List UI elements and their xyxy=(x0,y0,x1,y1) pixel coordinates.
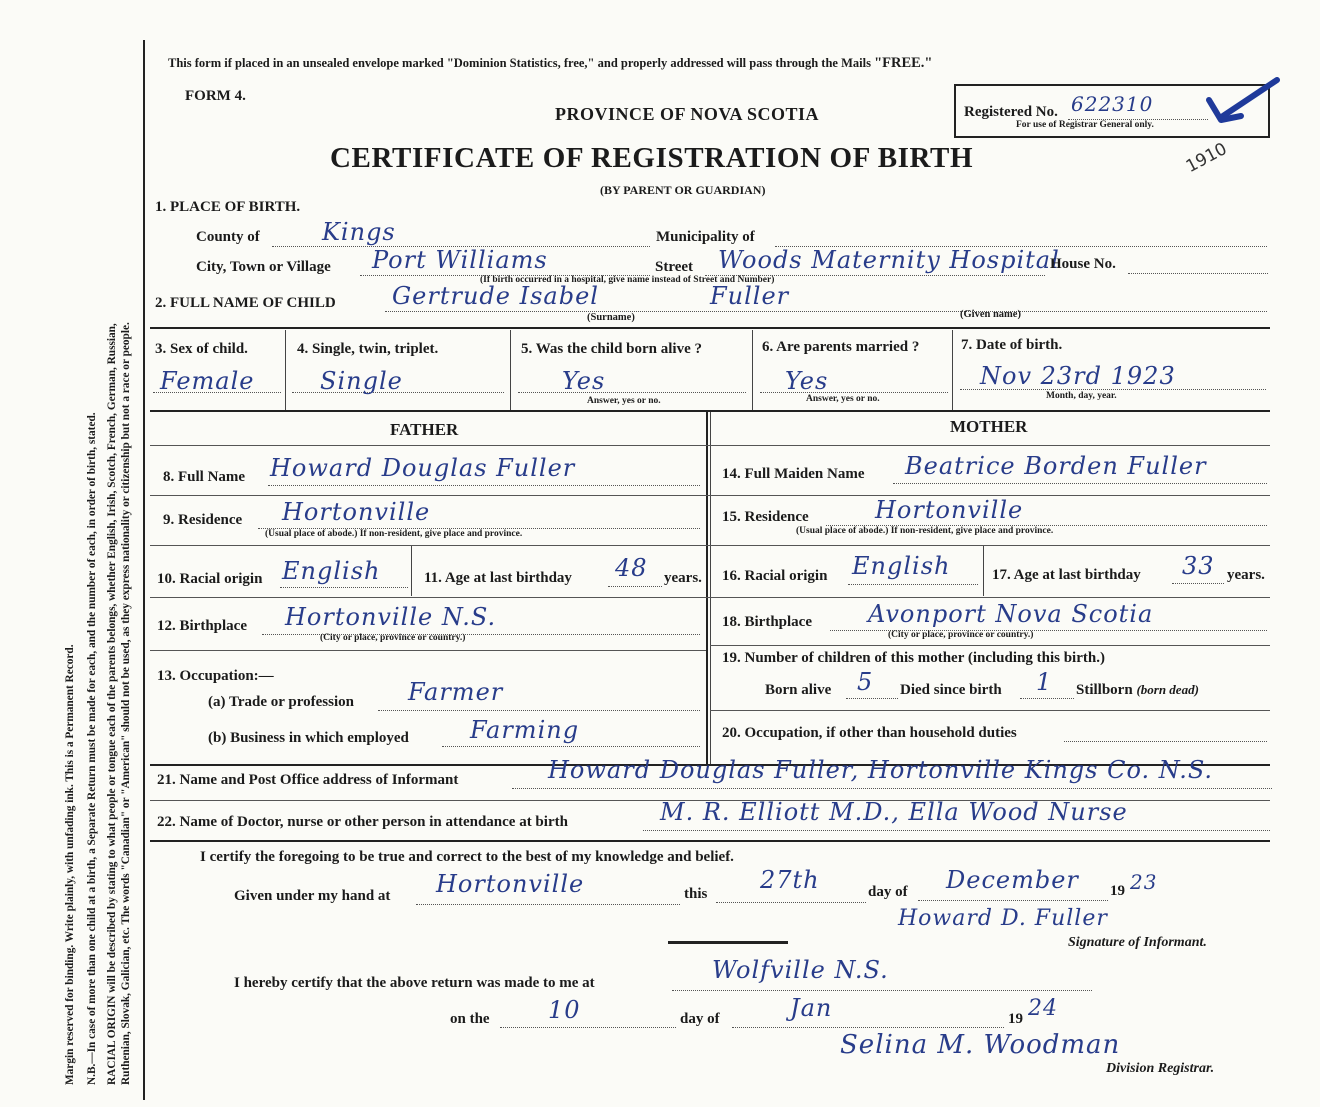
hospital-note: (If birth occurred in a hospital, give name instead of Street and Number) xyxy=(480,275,775,285)
registrar-day-value: 10 xyxy=(548,996,581,1024)
doctor-label: 22. Name of Doctor, nurse or other person in attendance at birth xyxy=(157,814,568,830)
informant-signature: Howard D. Fuller xyxy=(898,906,1108,931)
registered-number-label: Registered No. xyxy=(964,104,1058,120)
mother-name-label: 14. Full Maiden Name xyxy=(722,466,865,482)
mother-occupation-label: 20. Occupation, if other than household duties xyxy=(722,725,1017,741)
city-label: City, Town or Village xyxy=(196,259,331,275)
rule-row3-top xyxy=(150,327,1270,329)
mother-heading: MOTHER xyxy=(950,417,1028,436)
mother-abode-note: (Usual place of abode.) If non-resident, give place and province. xyxy=(796,526,1054,536)
registrar-month-value: Jan xyxy=(790,994,833,1022)
mother-birthplace-value: Avonport Nova Scotia xyxy=(868,600,1154,628)
registrar-note: For use of Registrar General only. xyxy=(1016,120,1154,130)
father-age-years: years. xyxy=(664,570,702,586)
rule-certify-top xyxy=(150,840,1270,842)
sex-value: Female xyxy=(160,367,255,395)
registrar-signature: Selina M. Woodman xyxy=(840,1030,1121,1060)
binding-margin xyxy=(0,0,145,1107)
born-alive-count-value: 5 xyxy=(857,668,874,696)
date-of-birth-note: Month, day, year. xyxy=(1046,391,1117,401)
registrar-day-of-label: day of xyxy=(680,1011,720,1027)
died-since-birth-label: Died since birth xyxy=(900,682,1002,698)
father-age-value: 48 xyxy=(615,554,648,582)
parents-divider xyxy=(706,412,708,764)
father-city-note: (City or place, province or country.) xyxy=(320,633,466,643)
died-since-birth-value: 1 xyxy=(1036,668,1053,696)
form-number: FORM 4. xyxy=(185,88,246,104)
mother-residence-value: Hortonville xyxy=(875,496,1024,524)
date-of-birth-label: 7. Date of birth. xyxy=(961,337,1063,353)
mother-age-value: 33 xyxy=(1182,552,1215,580)
parents-married-note: Answer, yes or no. xyxy=(806,394,880,404)
registrar-place-value: Wolfville N.S. xyxy=(712,956,889,984)
informant-label: 21. Name and Post Office address of Informant xyxy=(157,772,459,788)
margin-note-2: N.B.—In case of more than one child at a birth, a Separate Return must be made for each, and the number of each, in order of birth, stated. xyxy=(86,412,98,1085)
born-alive-label: 5. Was the child born alive ? xyxy=(521,341,702,357)
father-racial-value: English xyxy=(282,557,381,585)
surname-note: (Surname) xyxy=(587,312,635,323)
single-twin-label: 4. Single, twin, triplet. xyxy=(297,341,439,357)
born-alive-note: Answer, yes or no. xyxy=(587,396,661,406)
father-racial-label: 10. Racial origin xyxy=(157,571,263,587)
place-of-birth-heading: 1. PLACE OF BIRTH. xyxy=(155,199,301,215)
business-label: (b) Business in which employed xyxy=(208,730,409,746)
street-value: Woods Maternity Hospital xyxy=(718,246,1060,274)
margin-note-3: RACIAL ORIGIN will be described by stating to what people or tongue each of the parents belongs, whether English, Irish, Scotch, French, German, Russian, xyxy=(106,323,118,1085)
registrar-year-prefix: 19 xyxy=(1008,1011,1023,1027)
child-surname-value: Fuller xyxy=(710,282,790,310)
informant-value: Howard Douglas Fuller, Hortonville Kings Co. N.S. xyxy=(548,756,1214,784)
house-number-label: House No. xyxy=(1050,256,1116,272)
page-title: CERTIFICATE OF REGISTRATION OF BIRTH xyxy=(330,142,974,174)
given-name-note: (Given name) xyxy=(960,309,1021,320)
father-abode-note: (Usual place of abode.) If non-resident, give place and province. xyxy=(265,529,523,539)
given-year-value: 23 xyxy=(1130,870,1158,894)
county-label: County of xyxy=(196,229,260,245)
mother-birthplace-label: 18. Birthplace xyxy=(722,614,812,630)
born-alive-count-label: Born alive xyxy=(765,682,832,698)
separator-rule xyxy=(668,941,788,944)
trade-value: Farmer xyxy=(408,678,504,706)
street-label: Street xyxy=(655,259,694,275)
given-day-of-label: day of xyxy=(868,884,908,900)
mother-racial-label: 16. Racial origin xyxy=(722,568,828,584)
mother-age-label: 17. Age at last birthday xyxy=(992,567,1141,583)
signature-of-informant-label: Signature of Informant. xyxy=(1068,935,1207,950)
father-birthplace-label: 12. Birthplace xyxy=(157,618,247,634)
father-heading: FATHER xyxy=(390,420,459,439)
father-name-value: Howard Douglas Fuller xyxy=(270,454,576,482)
certify-statement: I certify the foregoing to be true and correct to the best of my knowledge and belief. xyxy=(200,849,734,865)
child-name-label: 2. FULL NAME OF CHILD xyxy=(155,295,336,311)
margin-note-1: Margin reserved for binding. Write plainly, with unfading ink. This is a Permanent Record. xyxy=(64,644,76,1085)
doctor-value: M. R. Elliott M.D., Ella Wood Nurse xyxy=(660,798,1128,826)
registered-number-value: 622310 xyxy=(1071,92,1154,116)
stillborn-label: Stillborn (born dead) xyxy=(1076,682,1199,698)
county-value: Kings xyxy=(322,218,396,246)
province-title: PROVINCE OF NOVA SCOTIA xyxy=(555,104,820,124)
single-twin-value: Single xyxy=(320,367,403,395)
mother-racial-value: English xyxy=(852,552,951,580)
father-age-label: 11. Age at last birthday xyxy=(424,570,572,586)
father-residence-value: Hortonville xyxy=(282,498,431,526)
margin-note-4: Ruthenian, Slovak, Galician, etc. The words "Canadian" or "American" should not be used, as they express nationality or citizenship but not a race or people. xyxy=(120,322,132,1085)
given-year-prefix: 19 xyxy=(1110,883,1125,899)
date-of-birth-value: Nov 23rd 1923 xyxy=(980,362,1176,390)
trade-label: (a) Trade or profession xyxy=(208,694,354,710)
father-residence-label: 9. Residence xyxy=(163,512,243,528)
mother-city-note: (City or place, province or country.) xyxy=(888,630,1034,640)
check-arrow-icon xyxy=(1195,72,1285,132)
corner-mark: 1910 xyxy=(1182,139,1231,177)
this-label: this xyxy=(684,886,708,902)
margin-border xyxy=(143,40,145,1100)
sex-label: 3. Sex of child. xyxy=(155,341,248,357)
given-place-value: Hortonville xyxy=(436,870,585,898)
mother-name-value: Beatrice Borden Fuller xyxy=(905,452,1207,480)
business-value: Farming xyxy=(470,716,580,744)
given-month-value: December xyxy=(946,866,1079,894)
division-registrar-label: Division Registrar. xyxy=(1106,1061,1215,1076)
registrar-year-value: 24 xyxy=(1028,996,1058,1021)
city-value: Port Williams xyxy=(372,246,548,274)
page-subtitle: (BY PARENT OR GUARDIAN) xyxy=(600,183,766,197)
father-birthplace-value: Hortonville N.S. xyxy=(285,603,497,631)
parents-married-value: Yes xyxy=(785,367,829,395)
municipality-label: Municipality of xyxy=(656,229,755,245)
parents-married-label: 6. Are parents married ? xyxy=(762,339,920,355)
mail-notice: This form if placed in an unsealed envelope marked "Dominion Statistics, free," and properly addressed will pass through the Mails "FREE." xyxy=(168,55,933,71)
registrar-statement: I hereby certify that the above return was made to me at xyxy=(234,975,595,991)
mother-residence-label: 15. Residence xyxy=(722,509,809,525)
father-occupation-label: 13. Occupation:— xyxy=(157,668,274,684)
born-alive-value: Yes xyxy=(562,367,606,395)
on-the-label: on the xyxy=(450,1011,490,1027)
given-under-hand-label: Given under my hand at xyxy=(234,888,391,904)
mother-age-years: years. xyxy=(1227,567,1265,583)
father-name-label: 8. Full Name xyxy=(163,469,246,485)
given-day-value: 27th xyxy=(760,866,820,894)
child-given-name-value: Gertrude Isabel xyxy=(392,282,599,310)
children-count-label: 19. Number of children of this mother (including this birth.) xyxy=(722,650,1105,666)
